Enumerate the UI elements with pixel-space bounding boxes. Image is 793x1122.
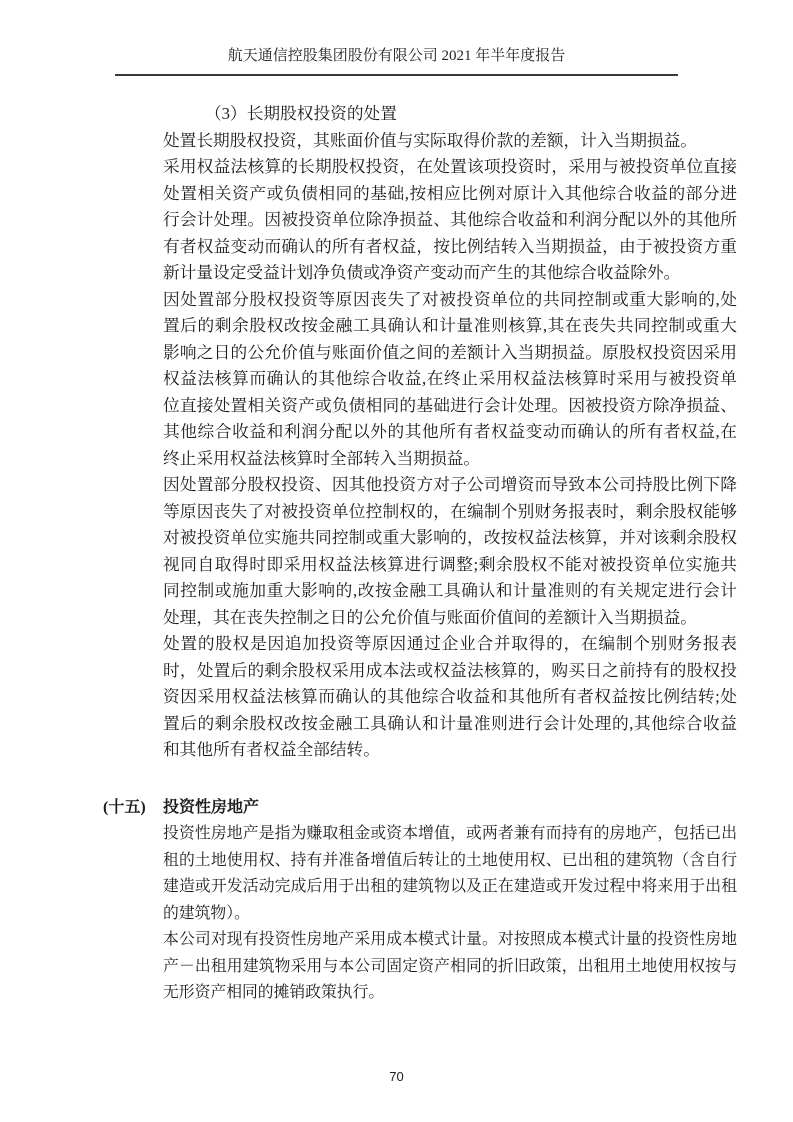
paragraph xyxy=(163,154,737,287)
text-line: 置后的剩余股权改按金融工具确认和计量准则进行会计处理的,其他综合收益 xyxy=(163,713,737,733)
text-line: 建造或开发活动完成后用于出租的建筑物以及正在建造或开发过程中将来用于出租 xyxy=(163,878,737,895)
section-heading xyxy=(103,795,737,822)
text-line: 置后的剩余股权改按金融工具确认和计量准则核算,其在丧失共同控制或重大 xyxy=(163,316,737,335)
text-line: 和其他所有者权益全部结转。 xyxy=(163,740,380,759)
text-line: 新计量设定受益计划净负债或净资产变动而产生的其他综合收益除外。 xyxy=(163,263,681,282)
text-line: 的建筑物）。 xyxy=(163,904,250,922)
text-line: 资因采用权益法核算而确认的其他综合收益和其他所有者权益按比例结转;处 xyxy=(163,687,737,706)
text-line: 行会计处理。因被投资单位除净损益、其他综合收益和利润分配以外的其他所 xyxy=(163,210,737,229)
paragraph xyxy=(163,927,737,1007)
text-line: 影响之日的公允价值与账面价值之间的差额计入当期损益。原股权投资因采用 xyxy=(163,342,737,362)
text-line: 因处置部分股权投资等原因丧失了对被投资单位的共同控制或重大影响的,处 xyxy=(163,289,737,309)
text-line: 其他综合收益和利润分配以外的其他所有者权益变动而确认的所有者权益,在 xyxy=(163,422,737,441)
text-line: 因处置部分股权投资、因其他投资方对子公司增资而导致本公司持股比例下降 xyxy=(163,475,737,494)
subsection-heading: （3）长期股权投资的处置 xyxy=(205,104,397,123)
report-title: 航天通信控股集团股份有限公司 2021 年半年度报告 xyxy=(227,48,566,64)
text-line: 有者权益变动而确认的所有者权益，按比例结转入当期损益，由于被投资方重 xyxy=(163,236,737,256)
text-line: 对被投资单位实施共同控制或重大影响的，改按权益法核算，并对该剩余股权 xyxy=(163,528,737,547)
text-line: 视同自取得时即采用权益法核算进行调整;剩余股权不能对被投资单位实施共 xyxy=(163,554,737,574)
investment-property-paragraphs xyxy=(163,821,737,1007)
text-line: 本公司对现有投资性房地产采用成本模式计量。对按照成本模式计量的投资性房地 xyxy=(163,931,737,948)
text-line: 同控制或施加重大影响的,改按金融工具确认和计量准则的有关规定进行会计 xyxy=(163,581,737,600)
text-line: 租的土地使用权、持有并准备增值后转让的土地使用权、已出租的建筑物（含自行 xyxy=(163,851,737,869)
text-line: 无形资产相同的摊销政策执行。 xyxy=(163,984,385,1001)
text-line: 终止采用权益法核算时全部转入当期损益。 xyxy=(163,448,481,468)
paragraph xyxy=(163,128,737,155)
text-line: 处置长期股权投资，其账面价值与实际取得价款的差额，计入当期损益。 xyxy=(163,130,697,150)
section-number: (十五) xyxy=(103,798,146,816)
text-line: 采用权益法核算的长期股权投资，在处置该项投资时，采用与被投资单位直接 xyxy=(163,157,737,176)
header-divider xyxy=(115,74,678,76)
text-line: 位直接处置相关资产或负债相同的基础进行会计处理。因被投资方除净损益、 xyxy=(163,395,737,415)
paragraph xyxy=(163,821,737,927)
paragraph xyxy=(163,287,737,473)
text-line: 投资性房地产是指为赚取租金或资本增值，或两者兼有而持有的房地产，包括已出 xyxy=(163,825,737,842)
text-line: 产－出租用建筑物采用与本公司固定资产相同的折旧政策，出租用土地使用权按与 xyxy=(163,957,737,975)
text-line: 处理，其在丧失控制之日的公允价值与账面价值间的差额计入当期损益。 xyxy=(163,607,697,627)
paragraph xyxy=(163,472,737,631)
paragraph xyxy=(163,631,737,764)
long-term-equity-disposal-paragraphs xyxy=(163,128,737,764)
text-line: 等原因丧失了对被投资单位控制权的，在编制个别财务报表时，剩余股权能够 xyxy=(163,501,737,521)
section-title: 投资性房地产 xyxy=(163,798,260,816)
text-line: 处置相关资产或负债相同的基础,按相应比例对原计入其他综合收益的部分进 xyxy=(163,183,737,203)
text-column xyxy=(103,101,737,1007)
text-line: 处置的股权是因追加投资等原因通过企业合并取得的，在编制个别财务报表 xyxy=(163,634,737,653)
text-line: 权益法核算而确认的其他综合收益,在终止采用权益法核算时采用与被投资单 xyxy=(163,369,737,388)
page-number: 70 xyxy=(389,1069,404,1084)
text-line: 时，处置后的剩余股权采用成本法或权益法核算的，购买日之前持有的股权投 xyxy=(163,660,737,680)
